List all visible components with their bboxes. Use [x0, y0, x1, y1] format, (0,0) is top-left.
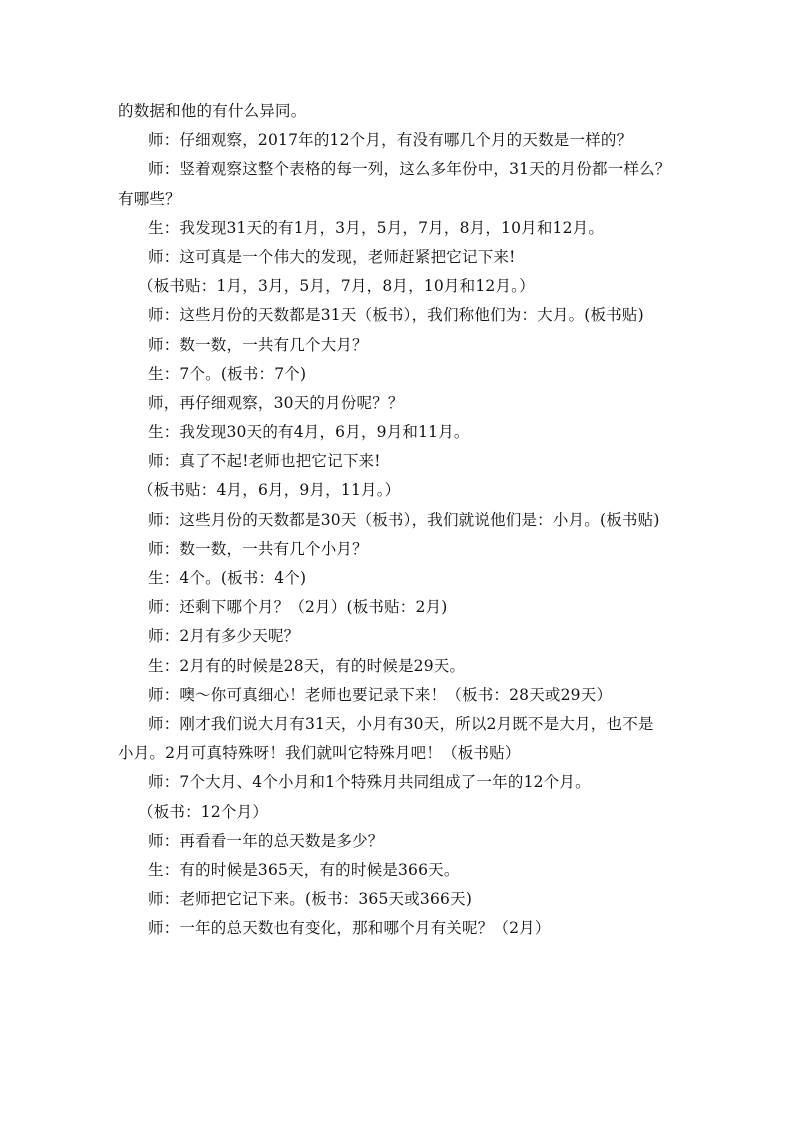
transcript-line: 的数据和他的有什么异同。: [118, 102, 307, 120]
transcript-line: 生：有的时候是365天，有的时候是366天。: [148, 860, 460, 879]
transcript-line: 师：真了不起!老师也把它记下来!: [148, 452, 381, 471]
transcript-line: （板书贴：4月，6月，9月，11月。）: [138, 481, 401, 500]
transcript-line: 师：再看看一年的总天数是多少？: [148, 831, 384, 850]
transcript-line: 生：我发现31天的有1月，3月，5月，7月，8月，10月和12月。: [148, 218, 605, 237]
transcript-line: 师：老师把它记下来。(板书：365天或366天): [148, 890, 473, 909]
transcript-line: 师：刚才我们说大月有31天，小月有30天，所以2月既不是大月，也不是: [148, 714, 654, 733]
transcript-line: 师：数一数，一共有几个大月？: [148, 335, 368, 354]
transcript-line: 生：7个。(板书：7个): [148, 364, 307, 383]
transcript-line: 生：2月有的时候是28天，有的时候是29天。: [148, 656, 466, 675]
transcript-line: 小月。2月可真特殊呀！我们就叫它特殊月吧！（板书贴）: [118, 744, 521, 763]
transcript-line: （板书贴：1月，3月，5月，7月，8月，10月和12月。）: [138, 277, 535, 296]
transcript-line: 生：4个。(板书：4个): [148, 569, 307, 587]
transcript-line: 师：2月有多少天呢？: [148, 627, 300, 646]
transcript-line: 生：我发现30天的有4月，6月，9月和11月。: [148, 423, 470, 442]
transcript-line: 师：这些月份的天数都是31天（板书），我们称他们为：大月。(板书贴): [148, 306, 644, 325]
transcript-line: 师：还剩下哪个月？（2月）(板书贴：2月): [148, 598, 448, 617]
transcript-line: 有哪些？: [118, 189, 181, 208]
transcript-line: （板书：12个月）: [138, 802, 269, 821]
transcript-line: 师，再仔细观察，30天的月份呢？？: [148, 393, 404, 412]
transcript-line: 师：噢～你可真细心！老师也要记录下来！（板书：28天或29天）: [148, 685, 613, 704]
transcript-line: 师：数一数，一共有几个小月？: [148, 539, 368, 558]
lesson-transcript: [118, 97, 683, 943]
transcript-line: 师：一年的总天数也有变化，那和哪个月有关呢？（2月）: [148, 919, 551, 938]
transcript-line: 师：这些月份的天数都是30天（板书），我们就说他们是：小月。(板书贴): [148, 510, 660, 529]
transcript-line: 师：竖着观察这整个表格的每一列，这么多年份中，31天的月份都一样么？: [148, 160, 671, 179]
transcript-line: 师：7个大月、4个小月和1个特殊月共同组成了一年的12个月。: [148, 773, 591, 792]
transcript-line: 师：这可真是一个伟大的发现，老师赶紧把它记下来!: [148, 247, 516, 266]
transcript-line: 师：仔细观察，2017年的12个月，有没有哪几个月的天数是一样的？: [148, 131, 633, 150]
